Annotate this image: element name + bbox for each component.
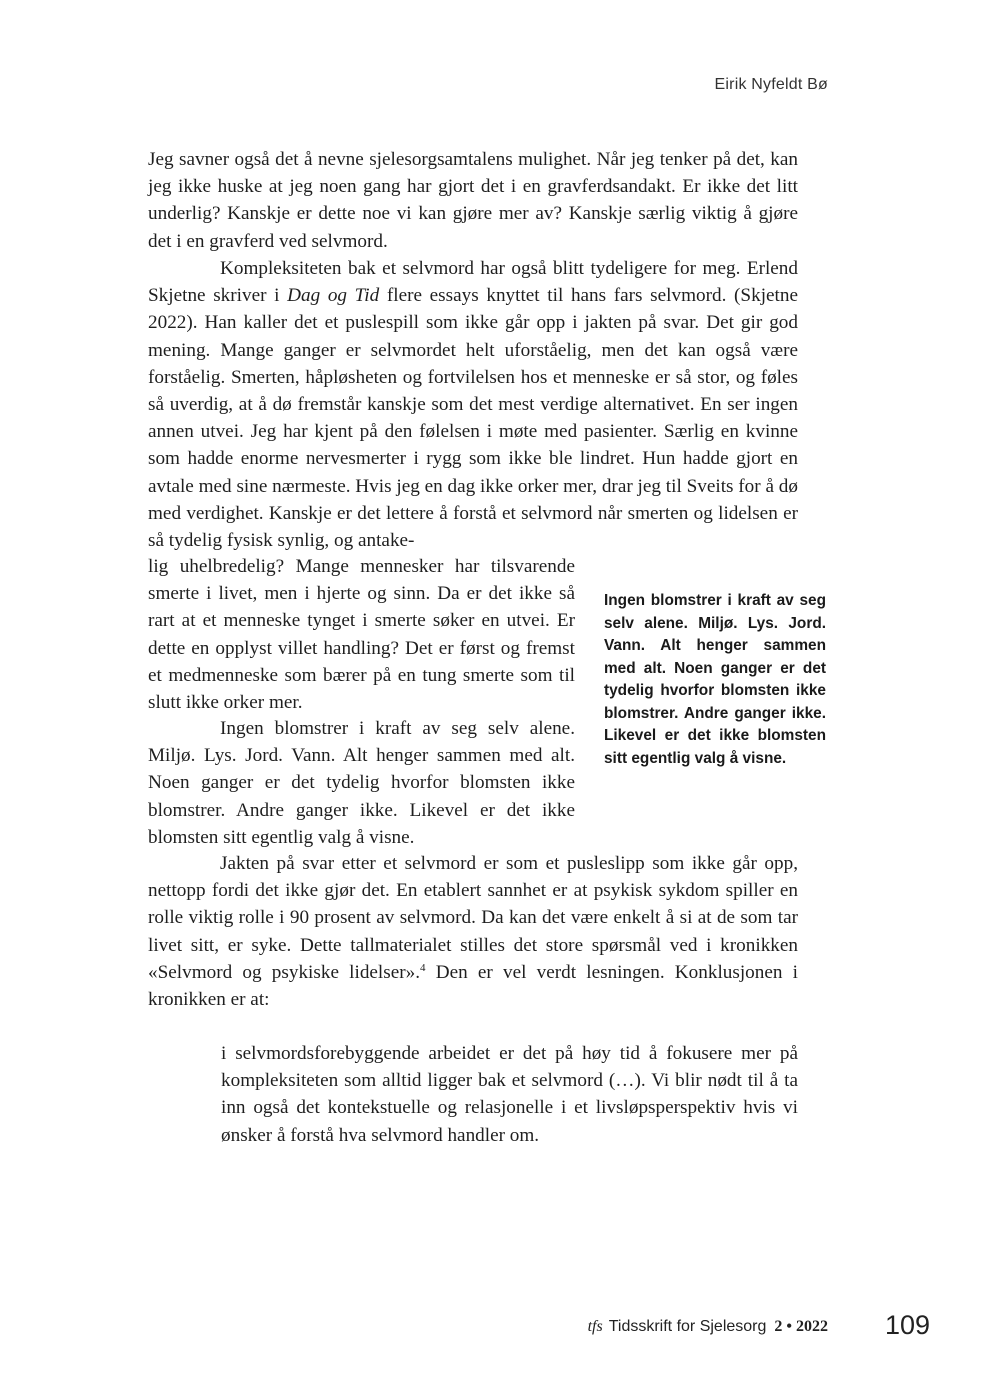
page-footer [0, 1310, 1004, 1346]
body-paragraph-1: Jeg savner også det å nevne sjelesorgsamtalens mulighet. Når jeg tenker på det, kan jeg ikke huske at jeg noen gang har gjort det i en gravferdsandakt. Er ikke det litt underlig? Kanskje er dette noe vi kan gjøre mer av? Kanskje særlig viktig å gjøre det i en gravferd ved selvmord. [148, 149, 798, 252]
body-paragraph-2 [148, 255, 798, 554]
body-paragraph-4 [148, 850, 798, 1013]
body-paragraph-2-continued: lig uhelbredelig? Mange mennesker har tilsvarende smerte i livet, men i hjerte og sinn. Da er det ikke så rart at et menneske tynget i smerte søker en utvei. Er dette en opplyst villet handling? Det er først og fremst et medmenneske som bærer på en tung smerte som til slutt ikke orker mer. [148, 556, 575, 714]
paragraph-2-text-b: flere essays knyttet til hans fars selvmord. (Skjetne 2022). Han kaller det et puslespill som ikke går opp i jakten på svar. Det gir god mening. Mange ganger er selvmordet helt uforståelig, men det kan også være forståelig. Smerten, håpløsheten og fortvilelsen hos et menneske er så stor, og føles så uverdig, at å dø fremstår kanskje som det mest verdige alternativet. En ser ingen annen utvei. Jeg har kjent på den følelsen i møte med pasienter. Særlig en kvinne som hadde enorme nervesmerter i rygg som ikke ble lindret. Hun hadde gjort en avtale med sine nærmeste. Hvis jeg en dag ikke orker mer, drar jeg til Sveits for å dø med verdighet. Kanskje er det lettere å forstå et selvmord når smerten og lidelsen er så tydelig fysisk synlig, og antake- [148, 285, 798, 552]
paragraph-4-text-a: Jakten på svar etter et selvmord er som et pusleslipp som ikke går opp, nettopp fordi det ikke gjør det. En etablert sannhet er at psykisk sykdom spiller en rolle viktig rolle i 90 prosent av selvmord. Da kan det være enkelt å si at de som tar livet sitt, er syke. Dette tallmaterialet stilles det store spørsmål ved i kronikken «Selvmord og psykiske lidelser». [148, 853, 798, 983]
body-paragraph-3: Ingen blomstrer i kraft av seg selv alene. Miljø. Lys. Jord. Vann. Alt henger sammen med alt. Noen ganger er det tydelig hvorfor blomsten ikke blomstrer. Andre ganger ikke. Likevel er det ikke blomsten sitt egentlig valg å visne. [148, 718, 575, 848]
footnote-reference: 4 [420, 961, 426, 974]
journal-abbreviation: tfs [587, 1318, 603, 1335]
publication-title-italic: Dag og Tid [287, 285, 380, 307]
page-number: 109 [884, 1310, 930, 1340]
journal-name: Tidsskrift for Sjelesorg [608, 1318, 767, 1335]
paragraph-2-text-a: Kompleksiteten bak et selvmord har også blitt tydeligere for meg. Erlend Skjetne skriver i [148, 258, 798, 307]
block-quotation: i selvmordsforebyggende arbeidet er det på høy tid å fokusere mer på kompleksiteten som alltid ligger bak et selvmord (…). Vi blir nødt til å ta inn også det kontekstuelle og relasjonelle i et livsløpsperspektiv hvis vi ønsker å forstå hva selvmord handler om. [221, 1043, 798, 1146]
paragraph-4-text-b: Den er vel verdt lesningen. Konklusjonen i kronikken er at: [148, 961, 799, 1011]
footer-journal-info [588, 1318, 828, 1336]
journal-issue: 2 • 2022 [774, 1318, 828, 1335]
running-header-author: Eirik Nyfeldt Bø [714, 76, 828, 93]
pull-quote: Ingen blomstrer i kraft av seg selv alene. Miljø. Lys. Jord. Vann. Alt henger sammen med alt. Noen ganger er det tydelig hvorfor blomsten ikke blomstrer. Andre ganger ikke. Likevel er det ikke blomsten sitt egentlig valg å visne. [604, 592, 826, 767]
